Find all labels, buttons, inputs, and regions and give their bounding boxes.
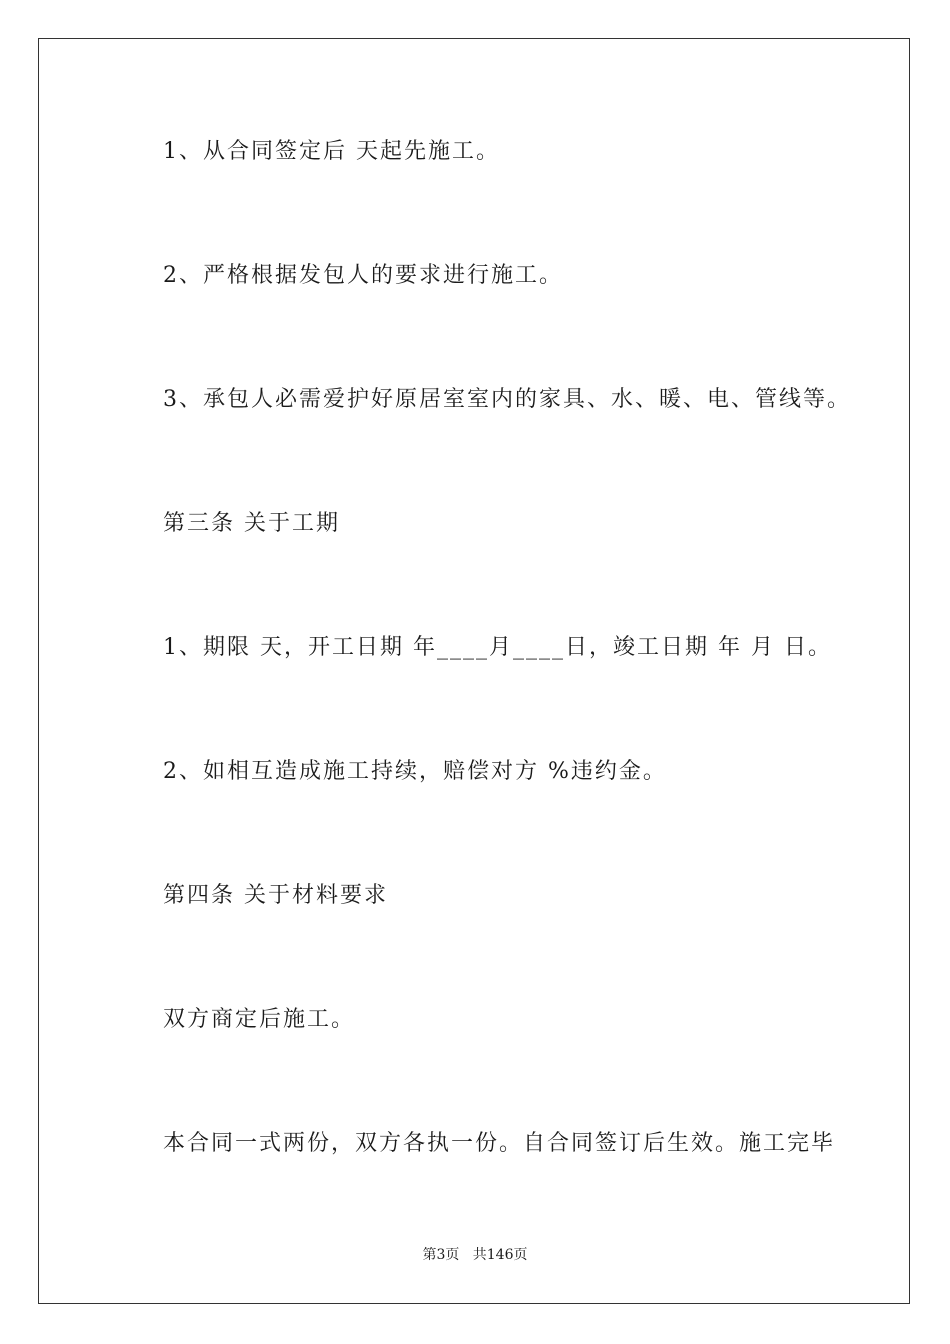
clause-2-item-3: 3、承包人必需爱护好原居室室内的家具、水、暖、电、管线等。 [163, 387, 851, 412]
clause-3-heading: 第三条 关于工期 [163, 511, 340, 536]
page-number-footer: 第3页 共146页 [422, 1247, 528, 1263]
clause-4-body: 双方商定后施工。 [163, 1007, 356, 1032]
clause-3-item-1: 1、期限 天，开工日期 年____月____日，竣工日期 年 月 日。 [163, 635, 832, 660]
clause-3-item-2: 2、如相互造成施工持续，赔偿对方 %违约金。 [163, 759, 667, 784]
closing-paragraph: 本合同一式两份，双方各执一份。自合同签订后生效。施工完毕 [163, 1131, 836, 1156]
clause-4-heading: 第四条 关于材料要求 [163, 883, 388, 908]
page-border [38, 38, 910, 1304]
clause-2-item-2: 2、严格根据发包人的要求进行施工。 [163, 263, 563, 288]
clause-2-item-1: 1、从合同签定后 天起先施工。 [163, 139, 500, 164]
